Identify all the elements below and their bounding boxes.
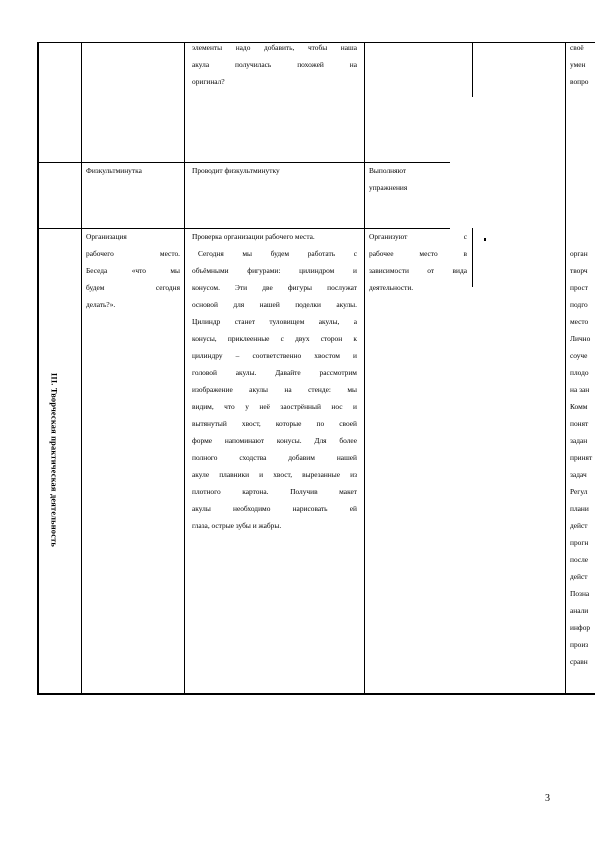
table-border-left xyxy=(37,42,39,694)
text-line: упражнения xyxy=(369,183,408,192)
text-line: видим, что у неё заострённый нос и xyxy=(192,402,357,411)
text-line: делать?». xyxy=(86,300,116,309)
text-line: сравн xyxy=(570,657,588,666)
text-line: произ xyxy=(570,640,589,649)
text-line: задан xyxy=(570,436,588,445)
text-line: прогн xyxy=(570,538,589,547)
text-line: глаза, острые зубы и жабры. xyxy=(192,521,282,530)
text-line: анали xyxy=(570,606,589,615)
text-line: акулы необходимо нарисовать ей xyxy=(192,504,357,513)
text-line: на зан xyxy=(570,385,590,394)
table-divider-col4-bottom xyxy=(472,228,473,287)
page-number: 3 xyxy=(545,793,550,804)
text-line: цилиндру – соответственно хвостом и xyxy=(192,351,357,360)
text-line: своё xyxy=(570,43,584,52)
table-mark xyxy=(484,238,486,241)
text-line: плотного картона. Получив макет xyxy=(192,487,357,496)
text-line: Лично xyxy=(570,334,591,343)
text-line: плани xyxy=(570,504,589,513)
text-line: прост xyxy=(570,283,589,292)
table-divider-col4-top xyxy=(472,42,473,97)
text-line: Регул xyxy=(570,487,588,496)
stage-title: III. Творческая практическая деятельность xyxy=(49,372,59,548)
text-line: объёмными фигурами: цилиндром и xyxy=(192,266,357,275)
text-line: головой акулы. Давайте рассмотрим xyxy=(192,368,357,377)
text-line: зависимости от вида xyxy=(369,266,467,275)
text-line: плодо xyxy=(570,368,589,377)
text-line: Комм xyxy=(570,402,588,411)
text-line: после xyxy=(570,555,589,564)
row3-right-text xyxy=(570,245,595,670)
row2-student-text xyxy=(369,162,407,196)
text-line: элементы надо добавить, чтобы наша xyxy=(192,43,357,52)
text-line: изображение акулы на стенде: мы xyxy=(192,385,357,394)
text-line: Беседа «что мы xyxy=(86,266,180,275)
text-line: подго xyxy=(570,300,588,309)
row2-teacher: Проводит физкультминутку xyxy=(192,166,280,175)
text-line: вопро xyxy=(570,77,589,86)
text-line: соуче xyxy=(570,351,588,360)
text-line: инфор xyxy=(570,623,591,632)
row1-right-text xyxy=(570,39,595,90)
text-line: Проверка организации рабочего места. xyxy=(192,232,315,241)
text-line: будем сегодня xyxy=(86,283,180,292)
text-line: орган xyxy=(570,249,588,258)
text-line: творч xyxy=(570,266,588,275)
text-line: понят xyxy=(570,419,589,428)
text-line: Позна xyxy=(570,589,590,598)
row3-teacher-text xyxy=(192,228,357,534)
text-line: место xyxy=(570,317,589,326)
text-line: полного сходства добавим нашей xyxy=(192,453,357,462)
row2-stage: Физкультминутка xyxy=(86,166,142,175)
text-line: акула получилась похожей на xyxy=(192,60,357,69)
table-divider-col1 xyxy=(81,42,82,694)
text-line: рабочего место. xyxy=(86,249,180,258)
row3-student-text xyxy=(369,228,467,296)
text-line: деятельности. xyxy=(369,283,414,292)
table-divider-col3 xyxy=(364,42,365,694)
text-line: дейст xyxy=(570,521,588,530)
text-line: Цилиндр станет туловищем акулы, а xyxy=(192,317,357,326)
stage-title-vertical xyxy=(40,230,68,690)
text-line: акуле плавники и хвост, вырезанные из xyxy=(192,470,357,479)
text-line: оригинал? xyxy=(192,77,225,86)
text-line: рабочее место в xyxy=(369,249,467,258)
text-line: задач xyxy=(570,470,587,479)
table-divider-col2 xyxy=(184,42,185,694)
text-line: вытянутый хвост, которые по своей xyxy=(192,419,357,428)
text-line: умен xyxy=(570,60,586,69)
text-line: конусом. Эти две фигуры послужат xyxy=(192,283,357,292)
text-line: Выполняют xyxy=(369,166,407,175)
table-border-bottom xyxy=(37,693,595,695)
text-line: форме напоминают конусы. Для более xyxy=(192,436,357,445)
text-line: конусы, приклеенные с двух сторон к xyxy=(192,334,357,343)
text-line: основой для нашей поделки акулы. xyxy=(192,300,357,309)
row1-teacher-text xyxy=(192,39,357,90)
text-line: принят xyxy=(570,453,593,462)
table-divider-col5 xyxy=(565,42,566,694)
text-line: Сегодня мы будем работать с xyxy=(198,249,357,258)
text-line: дейст xyxy=(570,572,588,581)
row3-stage-text xyxy=(86,228,180,313)
text-line: Организация xyxy=(86,232,127,241)
text-line: Организуют с xyxy=(369,232,467,241)
